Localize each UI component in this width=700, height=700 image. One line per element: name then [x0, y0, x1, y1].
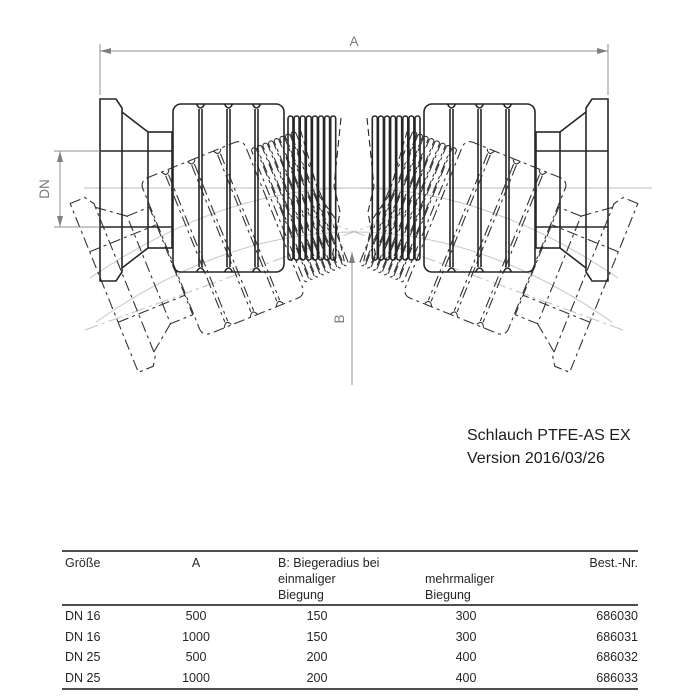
cell-a: 500: [185, 609, 207, 623]
cell-b-einmalig: 150: [306, 629, 328, 644]
dimension-a: [100, 34, 608, 95]
right-assembly: [367, 99, 608, 281]
version-text: Version 2016/03/26: [467, 450, 605, 467]
cell-b-einmalig: 200: [306, 650, 328, 664]
cell-groesse: DN 16: [65, 629, 101, 644]
header-mehrmalig-line2: Biegung: [425, 588, 471, 602]
header-biegeradius-line1: B: Biegeradius bei: [278, 556, 380, 570]
header-mehrmalig-line1: mehrmaliger: [425, 572, 495, 586]
cell-bestnr: 686033: [596, 670, 638, 685]
cell-b-mehrmalig: 400: [455, 670, 477, 685]
dim-dn-label: DN: [37, 179, 52, 199]
header-groesse: Größe: [65, 556, 101, 570]
dim-a-label: A: [349, 34, 359, 49]
header-biegeradius-line3: Biegung: [278, 588, 324, 602]
dimension-dn: [37, 151, 100, 227]
left-assembly: [100, 99, 341, 281]
table-row: [62, 606, 638, 627]
table-row: [62, 627, 638, 648]
header-biegeradius-mehrmalig: [382, 555, 550, 603]
cell-groesse: DN 25: [65, 650, 101, 664]
dimension-b: [332, 252, 355, 385]
cell-b-mehrmalig: 300: [455, 609, 477, 623]
cell-bestnr: 686032: [596, 650, 638, 664]
title-block: [467, 424, 631, 470]
table-header-row: [62, 552, 638, 604]
cell-a: 1000: [182, 670, 210, 685]
header-a: A: [191, 556, 201, 570]
header-biegeradius-einmalig: [252, 555, 382, 603]
cell-groesse: DN 16: [65, 609, 101, 623]
header-biegeradius-line2: einmaliger: [278, 572, 336, 586]
cell-b-mehrmalig: 400: [455, 650, 477, 664]
table-rule-bottom: [62, 688, 638, 690]
dim-b-label: B: [332, 314, 347, 324]
cell-b-mehrmalig: 300: [455, 629, 477, 644]
cell-b-einmalig: 200: [306, 670, 328, 685]
cell-groesse: DN 25: [65, 670, 101, 685]
bend-arc-outer: [90, 188, 618, 278]
product-title: Schlauch PTFE-AS EX: [467, 427, 631, 444]
header-bestnr: Best.-Nr.: [589, 556, 638, 570]
cell-bestnr: 686031: [596, 629, 638, 644]
cell-bestnr: 686030: [596, 609, 638, 623]
cell-a: 500: [185, 650, 207, 664]
table-row: [62, 668, 638, 689]
spec-table: [62, 550, 638, 690]
table-row: [62, 647, 638, 668]
cell-a: 1000: [182, 629, 210, 644]
cell-b-einmalig: 150: [306, 609, 328, 623]
